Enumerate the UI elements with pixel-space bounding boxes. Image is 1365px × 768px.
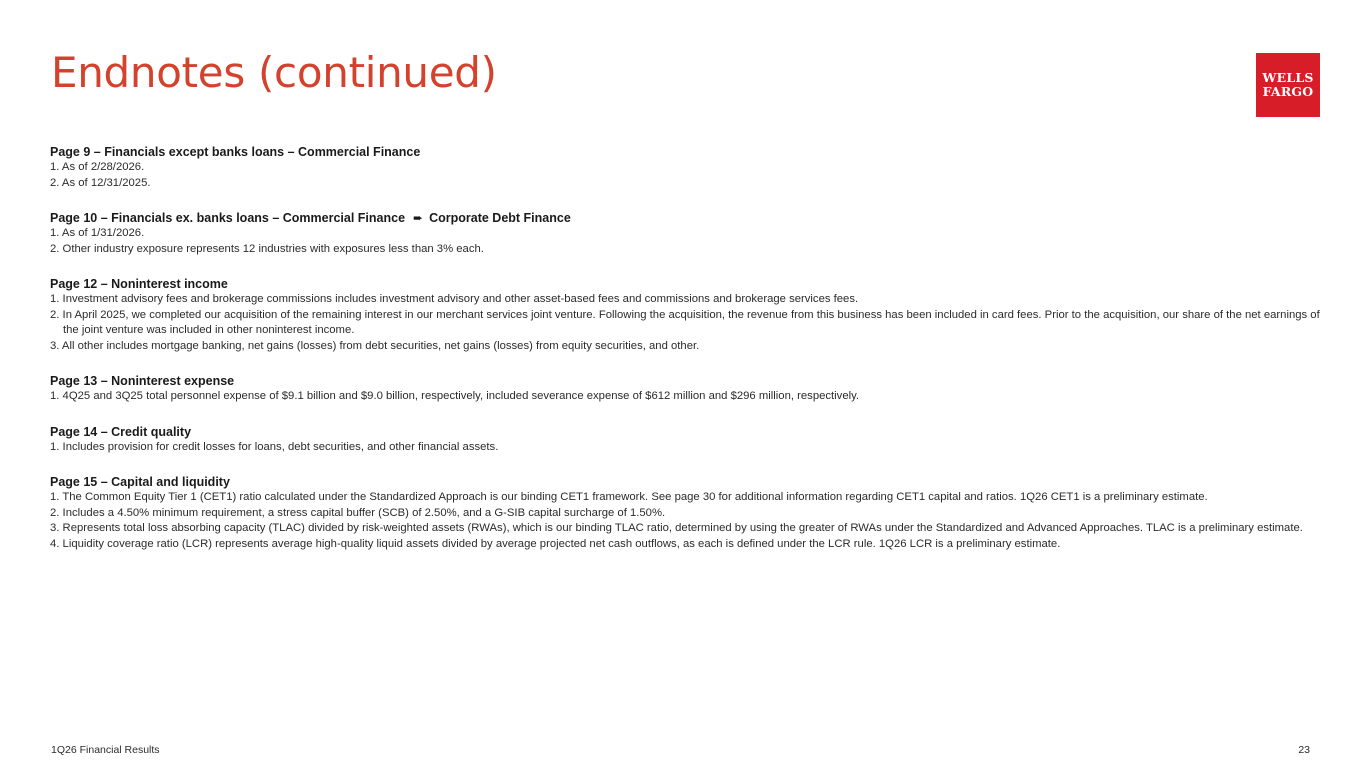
section-title: Page 9 – Financials except banks loans – Commercial Finance [50,145,421,159]
footer-document-title: 1Q26 Financial Results [51,744,160,756]
section-page-12 [50,276,1320,354]
section-title: Page 13 – Noninterest expense [50,374,235,388]
note-item: 1. The Common Equity Tier 1 (CET1) ratio calculated under the Standardized Approach is our binding CET1 framework. See page 30 for additional information regarding CET1 capital and ratios. 1Q26 CET1 is a preliminary estimate. [50,491,1208,503]
section-title: Page 10 – Financials ex. banks loans – Commercial Finance [50,211,406,225]
notes-list [50,490,1320,552]
arrow-right-icon: ➨ [413,211,424,225]
wells-fargo-logo [1256,53,1320,117]
note-item: 2. Includes a 4.50% minimum requirement, a stress capital buffer (SCB) of 2.50%, and a G-SIB capital surcharge of 1.50%. [50,506,666,519]
note-item: 1. 4Q25 and 3Q25 total personnel expense of $9.1 billion and $9.0 billion, respectively, included severance expense of $612 million and $296 million, respectively. [50,390,860,402]
notes-list [50,389,1320,405]
section-page-15 [50,474,1320,552]
section-title-row [50,210,1320,226]
notes-list [50,440,1320,456]
section-title: Page 12 – Noninterest income [50,277,228,291]
section-page-9 [50,144,1320,191]
notes-list [50,292,1320,354]
note-item: 3. All other includes mortgage banking, net gains (losses) from debt securities, net gains (losses) from equity securities, and other. [50,339,700,352]
section-page-13 [50,373,1320,405]
notes-list [50,226,1320,257]
section-title-suffix: Corporate Debt Finance [429,211,571,225]
note-item: 4. Liquidity coverage ratio (LCR) represents average high-quality liquid assets divided by average projected net cash outflows, as each is defined under the LCR rule. 1Q26 LCR is a preliminary estimate. [50,537,1061,550]
note-item: 1. As of 1/31/2026. [50,227,145,239]
endnotes-content [50,144,1320,571]
note-item: 2. Other industry exposure represents 12 industries with exposures less than 3% each. [50,242,484,255]
section-title: Page 14 – Credit quality [50,424,192,439]
page-title: Endnotes (continued) [51,48,497,97]
section-title: Page 15 – Capital and liquidity [50,475,230,489]
section-page-10 [50,210,1320,257]
footer-page-number: 23 [1298,744,1310,756]
note-item: 2. In April 2025, we completed our acquisition of the remaining interest in our merchant services joint venture. Following the acquisition, the revenue from this business has been included in card fees. Prior to the acquisition, our share of the net earnings of the joint venture was included in other noninterest income. [50,308,1320,336]
note-item: 2. As of 12/31/2025. [50,176,151,189]
note-item: 1. Includes provision for credit losses for loans, debt securities, and other financial assets. [50,440,499,453]
logo-line-2: FARGO [1262,84,1314,99]
note-item: 1. As of 2/28/2026. [50,161,145,173]
logo-line-1: WELLS [1262,70,1314,85]
section-page-14 [50,424,1320,456]
note-item: 1. Investment advisory fees and brokerage commissions includes investment advisory and other asset-based fees and commissions and brokerage services fees. [50,293,859,305]
note-item: 3. Represents total loss absorbing capacity (TLAC) divided by risk-weighted assets (RWAs), which is our binding TLAC ratio, determined by using the greater of RWAs under the Standardized and Advanced Approaches. TLAC is a preliminary estimate. [50,522,1303,534]
notes-list [50,160,1320,191]
